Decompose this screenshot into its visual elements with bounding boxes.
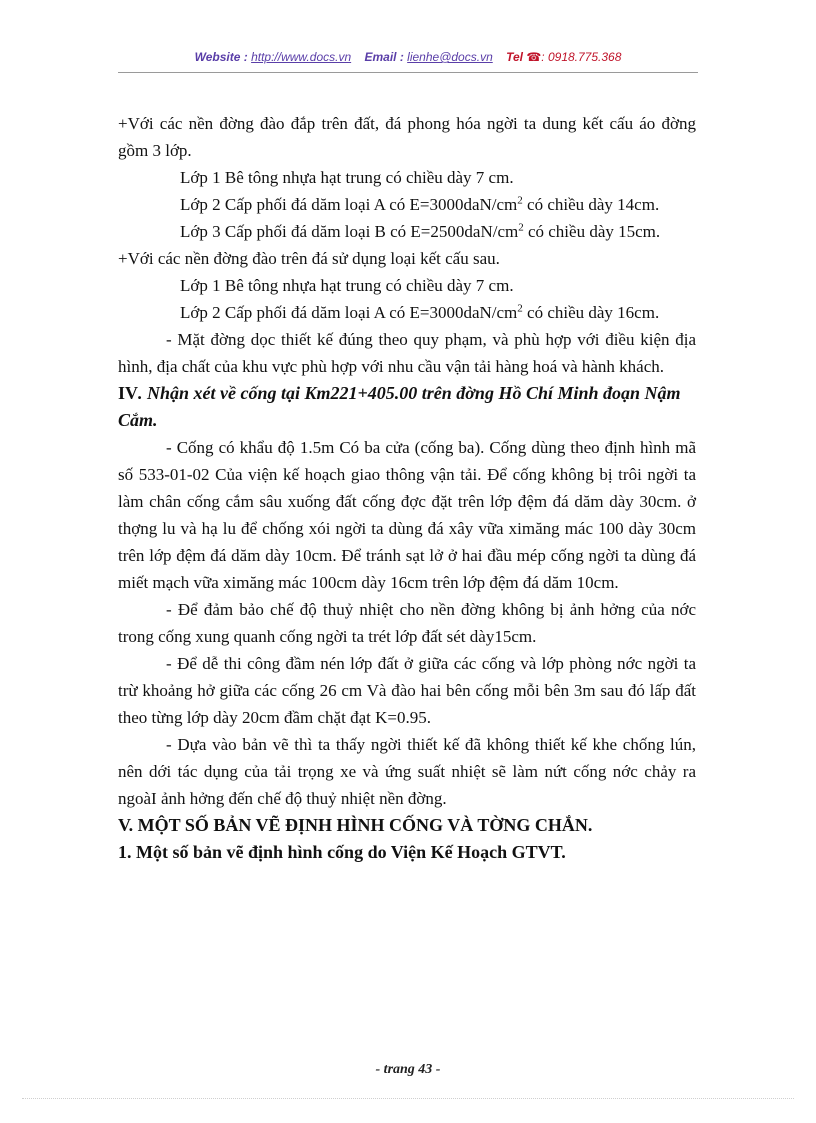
website-label: Website : [194,50,248,64]
superscript: 2 [517,302,523,315]
website-link[interactable]: http://www.docs.vn [251,50,352,64]
email-label: Email [364,50,397,64]
rock-layer-2-line [118,299,696,326]
layer-2-text: Lớp 2 Cấp phối đá dăm loại A có E=3000daN/cm [180,195,518,214]
layer-2-line [118,191,696,218]
layer-3-tail: có chiều dày 15cm. [523,222,661,241]
layer-1-line: Lớp 1 Bê tông nhựa hạt trung có chiều dày 7 cm. [180,168,514,187]
superscript: 2 [518,221,524,234]
section-heading-v: V. MỘT SỐ BẢN VẼ ĐỊNH HÌNH CỐNG VÀ TỜNG CHẮN. [118,815,593,835]
paragraph-layers-soil: +Với các nền đờng đào đắp trên đất, đá phong hóa ngời ta dung kết cấu áo đờng gồm 3 lớp. [118,114,696,160]
subsection-heading-1: 1. Một số bản vẽ định hình cống do Viện Kế Hoạch GTVT. [118,842,566,862]
paragraph-culvert: - Cống có khẩu độ 1.5m Có ba cửa (cống ba). Cống dùng theo định hình mã số 533-01-02 Của viện kế hoạch giao thông vận tải. Để cống không bị trôi ngời ta làm chân cống cắm sâu xuống đất cống đợc đặt trên lớp đệm đá dăm dày 30cm. ở thợng lu và hạ lu để chống xói ngời ta dùng đá xây vữa ximăng mác 100 dày 30cm trên lớp đệm đá dăm dày 10cm. Để tránh sạt lở ở hai đầu mép cống ngời ta dùng đá miết mạch vữa ximăng mác 100cm dày 16cm trên lớp đệm đá dăm 10cm. [118,438,696,592]
paragraph-profile: - Mặt đờng dọc thiết kế đúng theo quy phạm, và phù hợp với điều kiện địa hình, địa chất của khu vực phù hợp với nhu cầu vận tải hàng hoá và hành khách. [118,330,696,376]
document-body [118,110,696,866]
rock-layer-1-line: Lớp 1 Bê tông nhựa hạt trung có chiều dày 7 cm. [180,276,514,295]
email-link[interactable]: lienhe@docs.vn [407,50,493,64]
phone-number: : 0918.775.368 [541,50,622,64]
paragraph-design-note: - Dựa vào bản vẽ thì ta thấy ngời thiết kế đã không thiết kế khe chống lún, nên dới tác dụng của tải trọng xe và ứng suất nhiệt sẽ làm nứt cống nớc chảy ra ngoàI ảnh hởng đến chế độ thuỷ nhiệt nền đờng. [118,735,696,808]
layer-3-line [118,218,696,245]
layer-2-tail: có chiều dày 14cm. [522,195,660,214]
superscript: 2 [517,194,523,207]
rock-layer-2-tail: có chiều dày 16cm. [522,303,660,322]
paragraph-layers-rock: +Với các nền đờng đào trên đá sử dụng loại kết cấu sau. [118,249,500,268]
header-divider [118,72,698,73]
paragraph-thermal: - Để đảm bảo chế độ thuỷ nhiệt cho nền đờng không bị ảnh hởng của nớc trong cống xung quanh cống ngời ta trét lớp đất sét dày15cm. [118,600,696,646]
tel-label: Tel [506,50,523,64]
footer-divider [22,1098,794,1099]
section-heading-iv [118,380,696,434]
rock-layer-2-text: Lớp 2 Cấp phối đá dăm loại A có E=3000daN/cm [180,303,518,322]
section-number: IV [118,383,139,403]
section-title: . Nhận xét về cống tại Km221+405.00 trên đờng Hồ Chí Minh đoạn Nậm Cắm. [118,383,681,430]
layer-3-text: Lớp 3 Cấp phối đá dăm loại B có E=2500daN/cm [180,222,519,241]
page-number: - trang 43 - [375,1062,441,1077]
paragraph-compaction: - Để dễ thi công đầm nén lớp đất ở giữa các cống và lớp phòng nớc ngời ta trừ khoảng hở giữa các cống 26 cm Và đào hai bên cống mỗi bên 3m sau đó lấp đất theo từng lớp dày 20cm đầm chặt đạt K=0.95. [118,654,696,727]
page-header [118,50,698,64]
phone-icon: ☎ [526,50,542,64]
email-separator: : [399,50,404,64]
